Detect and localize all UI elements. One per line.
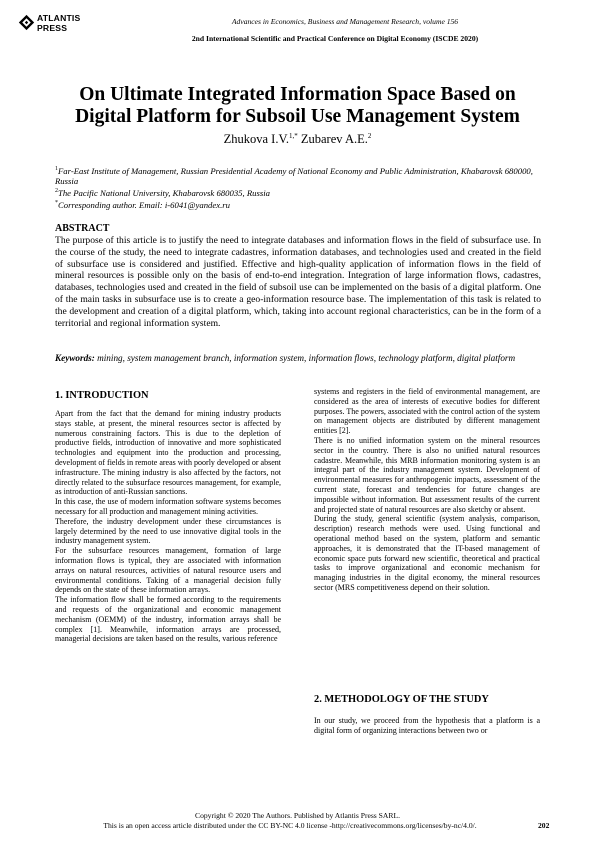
paragraph: Apart from the fact that the demand for mining industry products stays stable, at present, the mineral resources sector is affected by numerous constraining factors. This is due to the depletion of productive fields, introduction of innovative and more sophisticated technologies and equipment into the production and processing, development of fields in remote areas with poorly developed or absent infrastructure. The mining industry is also affected by the factors, not directly related to the subsurface resources management, for example, as introduction of anti-Russian sanctions. — [55, 409, 281, 497]
keywords-label: Keywords: — [55, 353, 95, 363]
affiliation-text: The Pacific National University, Khabarovsk 680035, Russia — [58, 188, 271, 199]
affiliation-2 — [55, 186, 550, 198]
paragraph: Therefore, the industry development under these circumstances is largely determined by the need to use innovative digital tools in the industry management system. — [55, 516, 281, 546]
footer-copyright: Copyright © 2020 The Authors. Published by Atlantis Press SARL. — [195, 811, 400, 820]
author-list — [30, 132, 565, 147]
logo-text-line2: PRESS — [37, 23, 68, 33]
author-1: Zhukova I.V. — [223, 132, 289, 147]
corresponding-author — [55, 198, 550, 210]
title-line-1: On Ultimate Integrated Information Space Based on — [79, 84, 516, 105]
paragraph: There is no unified information system on the mineral resources sector in the country. There is also no unified natural resources cadastre. Meanwhile, this MRB information monitoring system is an integral part of the industry management system. Development of environmental measures for anthropogenic impacts, assessment of the current state, forecast and tendencies for future changes are impossible without information. But assessment results of the current and projected state of natural resources are also sketchy or absent. — [314, 435, 540, 514]
section-heading-introduction: 1. INTRODUCTION — [55, 390, 149, 401]
logo-text-line1: ATLANTIS — [37, 13, 81, 23]
affiliation-1 — [55, 164, 550, 186]
affiliation-text: Far-East Institute of Management, Russian Presidential Academy of National Economy and Public Administration, Khabarovsk 680000, Russia — [55, 165, 533, 187]
author-2: Zubarev A.E. — [297, 132, 368, 147]
author-1-marker: 1,* — [289, 132, 298, 140]
atlantis-press-logo — [18, 12, 88, 40]
conference-header: 2nd International Scientific and Practical Conference on Digital Economy (ISCDE 2020) — [191, 34, 479, 43]
affiliation-marker: 1 — [55, 166, 58, 172]
paragraph: In this case, the use of modern information software systems becomes necessary for all production and management mining activities. — [55, 497, 281, 516]
paragraph: During the study, general scientific (system analysis, comparison, description) research methods were used. Using functional and operational method based on the system, platform and semantic approaches, it is demonstrated that the IT-based management of economic space puts forward new scientific, theoretical and practical tasks to improve organizational and economic mechanism for managing industries in the digital economy, the mineral resources sector (MRS competitiveness depend on their solution. — [314, 514, 540, 592]
paragraph: For the subsurface resources management, formation of large information flows is typical, they are associated with information arrays on natural resources, activities of natural resource users and environmental conditions. Taking of a managerial decision fully depends on the state of these information arrays. — [55, 546, 281, 595]
affiliation-marker: 2 — [55, 188, 58, 195]
keywords — [55, 350, 541, 367]
left-column — [55, 409, 281, 644]
methodology-text: In our study, we proceed from the hypothesis that a platform is a digital form of organizing interactions between two or — [314, 716, 540, 735]
page-number: 202 — [538, 821, 550, 830]
footer-license: This is an open access article distributed under the CC BY-NC 4.0 license -http://creativecommons.org/licenses/by-nc/4.0/. — [103, 821, 477, 830]
abstract-text: The purpose of this article is to justify the need to integrate databases and information flows in the field of subsurface use. In the course of the study, the need to integrate cadastres, information databases, and technologies used and created in the field of subsurface use is considered and justified. Effective and high-quality application of information flows in the field of mineral resources is possible only on the basis of end-to-end integration. Integration of large information flows, cadastres, databases, technologies used and created in the field of subsoil use can be implemented on the basis of a digital platform. One of the main tasks in subsurface use is to create a geo-information resource base. The implementation of this task is related to the development and creation of a digital platform, which, taking into account regional characteristics, can be in the form of a territorial and regional information system. — [55, 235, 541, 329]
title-line-2: Digital Platform for Subsoil Use Management System — [75, 106, 520, 127]
affiliation-marker: * — [55, 200, 58, 207]
author-2-marker: 2 — [367, 132, 372, 140]
keywords-text: mining, system management branch, information system, information flows, technology platform, digital platform — [94, 353, 516, 363]
journal-header: Advances in Economics, Business and Management Research, volume 156 — [231, 17, 459, 26]
affiliation-text: Corresponding author. Email: i-6041@yandex.ru — [58, 200, 230, 211]
affiliations — [55, 164, 550, 210]
paragraph: systems and registers in the field of environmental management, are considered as the area of interests of executive bodies for different purposes. The powers, associated with the control action of the system on management objects are distributed by different management entities [2]. — [314, 387, 540, 436]
section-heading-methodology: 2. METHODOLOGY OF THE STUDY — [314, 694, 489, 705]
atlantis-logo-icon — [18, 14, 35, 31]
abstract-heading: ABSTRACT — [55, 223, 110, 234]
right-column — [314, 387, 540, 593]
paper-title — [30, 84, 565, 128]
paragraph: The information flow shall be formed according to the requirements and requests of the organizational and economic management mechanism (OEMM) of the industry, information arrays shall be complex [1]. Meanwhile, information arrays are processed, managerial decisions are taken based on the results, various reference — [55, 595, 281, 644]
